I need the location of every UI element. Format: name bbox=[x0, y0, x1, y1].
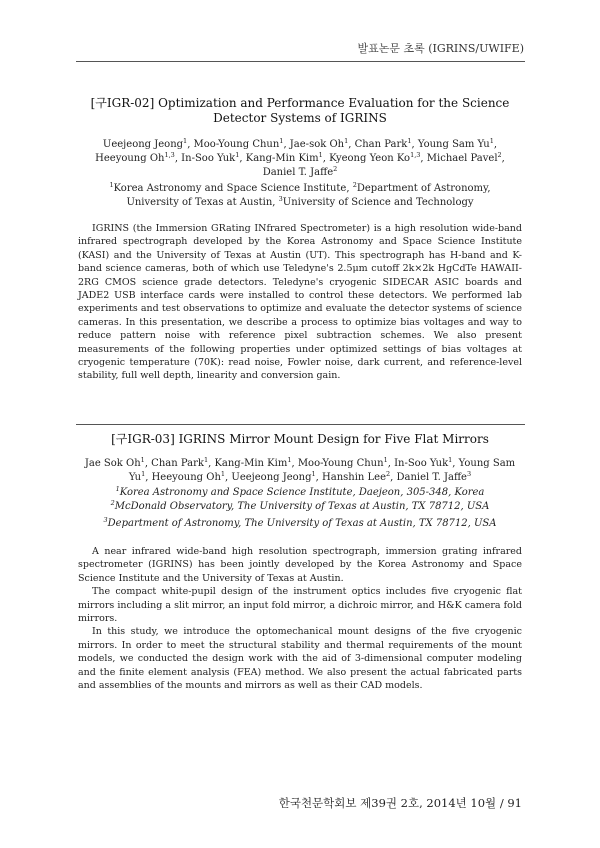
author: Daniel T. Jaffe$^2$ bbox=[262, 165, 338, 178]
author: Moo-Young Chun$^1$ bbox=[193, 137, 284, 150]
running-head: 발표논문 초록 (IGRINS/UWIFE) bbox=[357, 42, 524, 55]
author: Moo-Young Chun$^1$ bbox=[297, 456, 388, 469]
abstract-paragraph-3: In this study, we introduce the optomechanical mount designs of the five cryogenic mirrors. In order to meet the structural stability and thermal requirements of the mount models, we conducted the design work with the aid of 3-dimensional computer modeling and the finite element analysis (FEA) method. We also present the actual fabricated parts and assemblies of the mounts and mirrors as well as their CAD models. bbox=[78, 626, 522, 692]
author: In-Soo Yuk$^1$ bbox=[394, 456, 453, 469]
affiliation-1: Korea Astronomy and Space Science Institute, bbox=[113, 183, 350, 194]
author: Michael Pavel$^2$ bbox=[426, 151, 502, 164]
affiliation-2: $^2$McDonald Observatory, The University of Texas at Austin, TX 78712, USA bbox=[110, 499, 490, 512]
author: Young Sam Yu$^1$ bbox=[128, 458, 516, 483]
abstract-text: IGRINS (the Immersion GRating INfrared Spectrometer) is a high resolution wide-band infrared spectrograph developed by the Korea Astronomy and Space Science Institute (KASI) and the University of Texas at Austin (UT). This spectrograph has H-band and K-band science cameras, both of which use Teledyne's 2.5μm cutoff 2k×2k HgCdTe HAWAII-2RG CMOS science grade detectors. Teledyne's cryogenic SIDECAR ASIC boards and JADE2 USB interface cards were installed to control these detectors. We performed lab experiments and test observations to optimize and evaluate the detector systems of science cameras. In this presentation, we describe a process to optimize bias voltages and way to reduce pattern noise with reference pixel subtraction schemes. We also present measurements of the following properties under optimized settings of bias voltages at cryogenic temperature (70K): read noise, Fowler noise, dark current, and reference-level stability, full well depth, linearity and conversion gain. bbox=[78, 223, 522, 382]
author: Hanshin Lee$^2$ bbox=[322, 470, 391, 483]
abstract-paragraph-1: A near infrared wide-band high resolution spectrograph, immersion grating infrared spectrometer (IGRINS) has been jointly developed by the Korea Astronomy and Space Science Institute and the University of Texas at Austin. bbox=[78, 546, 522, 584]
header-rule bbox=[76, 61, 525, 62]
abstract-igr-02 bbox=[78, 96, 522, 383]
author: Ueejeong Jeong$^1$ bbox=[231, 470, 316, 483]
affiliation-3: $^3$Department of Astronomy, The University of Texas at Austin, TX 78712, USA bbox=[103, 516, 497, 529]
author-list: Jae Sok Oh$^1$, Chan Park$^1$, Kang-Min Kim$^1$, Moo-Young Chun$^1$, In-Soo Yuk$^1$, Young Sam Yu$^1$, Heeyoung Oh$^1$, Ueejeong Jeong$^1$, Hanshin Lee$^2$, Daniel T. Jaffe$^3$ bbox=[84, 456, 516, 483]
author: Chan Park$^1$ bbox=[151, 456, 209, 469]
author: Kang-Min Kim$^1$ bbox=[214, 456, 292, 469]
affiliation-2: Department of Astronomy, bbox=[356, 183, 491, 194]
title-line-1: [구IGR-02] Optimization and Performance Evaluation for the Science bbox=[90, 96, 510, 110]
author: Kyeong Yeon Ko$^{1,3}$ bbox=[329, 151, 421, 164]
affiliation-2b: University of Texas at Austin, bbox=[126, 197, 276, 208]
affiliations: $^1$Korea Astronomy and Space Science Institute, $^2$Department of Astronomy, University of Texas at Austin, $^3$University of Science and Technology bbox=[109, 181, 491, 208]
affiliation-1: $^1$Korea Astronomy and Space Science Institute, Daejeon, 305-348, Korea bbox=[115, 485, 485, 498]
author: Daniel T. Jaffe$^3$ bbox=[396, 470, 472, 483]
author: Heeyoung Oh$^{1,3}$ bbox=[95, 151, 175, 164]
author: Jae Sok Oh$^1$ bbox=[84, 456, 145, 469]
author: Kang-Min Kim$^1$ bbox=[245, 151, 323, 164]
section-divider bbox=[76, 424, 525, 425]
author: Young Sam Yu$^1$ bbox=[417, 137, 494, 150]
paper-title bbox=[78, 96, 522, 126]
author: In-Soo Yuk$^1$ bbox=[181, 151, 240, 164]
author: Jae-sok Oh$^1$ bbox=[289, 137, 349, 150]
author-list: Ueejeong Jeong$^1$, Moo-Young Chun$^1$, Jae-sok Oh$^1$, Chan Park$^1$, Young Sam Yu$^1$, Heeyoung Oh$^{1,3}$, In-Soo Yuk$^1$, Kang-Min Kim$^1$, Kyeong Yeon Ko$^{1,3}$, Michael Pavel$^2$, Daniel T. Jaffe$^2$ bbox=[95, 137, 505, 178]
author: Heeyoung Oh$^1$ bbox=[151, 470, 226, 483]
author: Chan Park$^1$ bbox=[354, 137, 412, 150]
page-footer: 한국천문학회보 제39권 2호, 2014년 10월 / 91 bbox=[278, 796, 522, 810]
paper-title: [구IGR-03] IGRINS Mirror Mount Design for Five Flat Mirrors bbox=[111, 432, 489, 446]
title-line-2: Detector Systems of IGRINS bbox=[213, 111, 387, 125]
abstract-paragraph-2: The compact white-pupil design of the instrument optics includes five cryogenic flat mirrors including a slit mirror, an input fold mirror, a dichroic mirror, and H&K camera fold mirrors. bbox=[78, 586, 522, 625]
affiliation-3: University of Science and Technology bbox=[282, 197, 474, 208]
author: Ueejeong Jeong$^1$ bbox=[102, 137, 188, 150]
abstract-igr-03 bbox=[78, 432, 522, 692]
